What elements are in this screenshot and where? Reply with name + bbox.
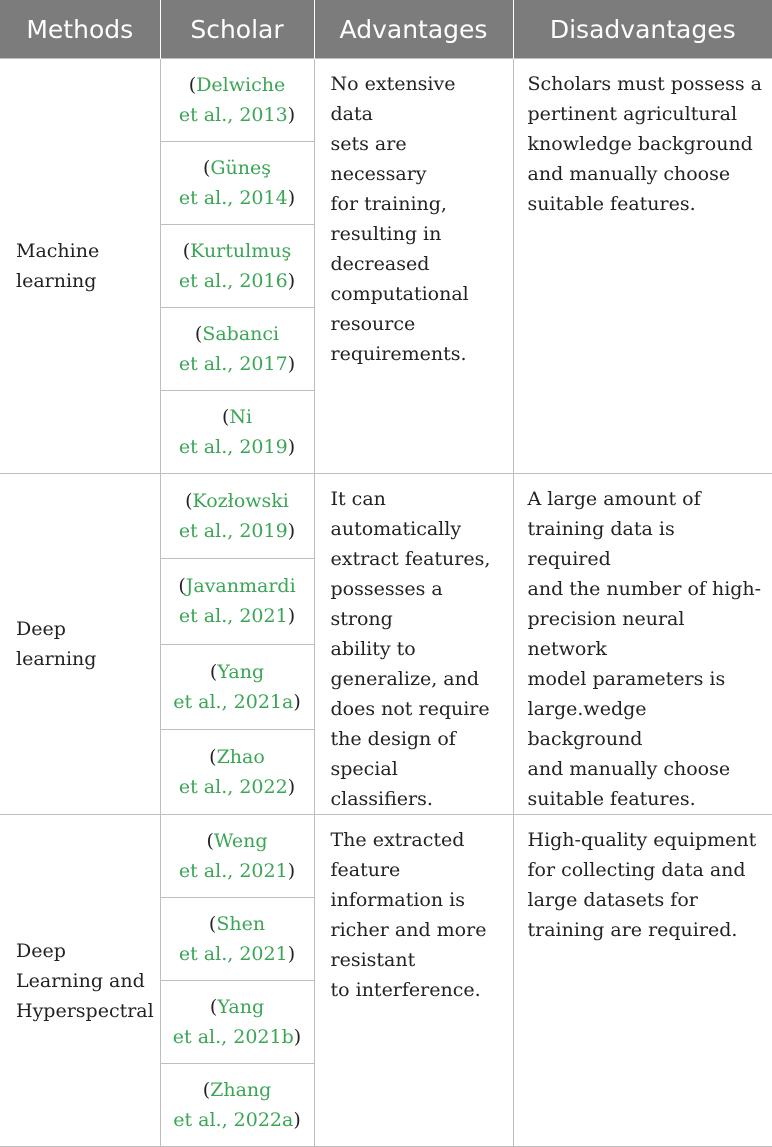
method-text-line: Deep	[16, 618, 66, 640]
advantages-text-line: feature	[330, 859, 401, 881]
advantages-text-line: automatically	[330, 518, 462, 540]
disadvantages-text-line: Scholars must possess a	[527, 73, 763, 95]
scholar-cell	[160, 142, 314, 225]
disadvantages-text-line: training are required.	[527, 919, 738, 941]
citation-line-2	[161, 432, 314, 462]
citation-year-link[interactable]: et al., 2017	[178, 353, 288, 375]
close-paren: )	[287, 943, 296, 965]
scholar-cell	[160, 644, 314, 729]
disadvantages-text-line: precision neural network	[527, 608, 685, 660]
citation-author-link[interactable]: Delwiche	[196, 74, 286, 96]
header-methods: Methods	[0, 0, 160, 59]
citation-line-1	[161, 153, 314, 183]
method-text-line: Learning and	[16, 969, 145, 992]
advantages-text-line: possesses a strong	[330, 578, 443, 630]
disadvantages-text-line: model parameters is	[527, 668, 726, 690]
scholar-cell	[160, 981, 314, 1064]
close-paren: )	[287, 104, 296, 126]
method-cell	[0, 474, 160, 815]
header-scholar: Scholar	[160, 0, 314, 59]
advantages-text-line: extract features,	[330, 548, 491, 570]
citation-line-2	[161, 1105, 314, 1135]
open-paren: (	[188, 74, 197, 96]
open-paren: (	[206, 830, 214, 852]
citation-line-1	[161, 1075, 314, 1105]
citation-year-link[interactable]: et al., 2022	[178, 775, 288, 798]
citation-year-link[interactable]: et al., 2021b	[172, 1026, 294, 1048]
scholar-cell	[160, 474, 314, 559]
scholar-cell	[160, 1064, 314, 1147]
advantages-text-line: information is	[330, 889, 465, 911]
citation-author-link[interactable]: Yang	[217, 996, 265, 1018]
table-body	[0, 59, 772, 1147]
method-text-line: Deep	[16, 939, 66, 962]
close-paren: )	[287, 353, 296, 375]
advantages-text-line: resulting in	[330, 223, 442, 245]
advantages-text-line: to interference.	[330, 979, 481, 1001]
advantages-text-line: resistant	[330, 949, 416, 971]
open-paren: (	[209, 660, 218, 683]
close-paren: )	[287, 270, 296, 292]
advantages-text-line: The extracted	[330, 829, 465, 851]
open-paren: (	[185, 490, 193, 513]
disadvantages-text-line: training data is required	[527, 518, 675, 570]
citation-author-link[interactable]: Kurtulmuş	[190, 240, 292, 262]
advantages-text-line: resource	[330, 313, 416, 335]
disadvantages-text-line: and manually choose	[527, 163, 731, 185]
open-paren: (	[202, 1079, 211, 1101]
disadvantages-text-line: and the number of high-	[527, 578, 762, 600]
header-disadvantages: Disadvantages	[513, 0, 772, 59]
citation-line-2	[161, 349, 314, 379]
advantages-text-line: No extensive data	[330, 73, 456, 125]
disadvantages-text-line: large.wedge background	[527, 698, 647, 750]
scholar-cell	[160, 391, 314, 474]
citation-author-link[interactable]: Sabanci	[202, 323, 280, 345]
method-text-line: Hyperspectral	[16, 999, 154, 1022]
advantages-text-line: generalize, and	[330, 668, 480, 690]
citation-line-2	[161, 1022, 314, 1052]
scholar-cell	[160, 59, 314, 142]
citation-author-link[interactable]: Shen	[216, 913, 266, 935]
disadvantages-text-line: High-quality equipment	[527, 829, 757, 851]
citation-author-link[interactable]: Weng	[213, 830, 268, 852]
citation-author-link[interactable]: Ni	[229, 406, 253, 428]
disadvantages-cell	[513, 815, 772, 1147]
citation-author-link[interactable]: Zhao	[216, 745, 265, 768]
citation-line-1	[161, 571, 314, 601]
disadvantages-text-line: and manually choose	[527, 758, 731, 780]
open-paren: (	[221, 406, 230, 428]
table-row	[0, 815, 772, 898]
citation-line-2	[161, 266, 314, 296]
advantages-text-line: decreased	[330, 253, 430, 275]
disadvantages-cell	[513, 474, 772, 815]
scholar-cell	[160, 898, 314, 981]
scholar-cell	[160, 815, 314, 898]
citation-line-1	[161, 319, 314, 349]
citation-line-2	[161, 183, 314, 213]
citation-year-link[interactable]: et al., 2014	[178, 187, 288, 209]
citation-line-1	[161, 992, 314, 1022]
advantages-cell	[314, 59, 513, 474]
citation-line-1	[161, 236, 314, 266]
close-paren: )	[293, 690, 301, 713]
close-paren: )	[293, 1109, 301, 1131]
close-paren: )	[287, 775, 296, 798]
citation-line-2	[161, 772, 314, 802]
citation-year-link[interactable]: et al., 2021a	[173, 690, 294, 713]
citation-year-link[interactable]: et al., 2021	[178, 605, 288, 628]
advantages-text-line: for training,	[330, 193, 447, 215]
disadvantages-text-line: A large amount of	[527, 488, 701, 510]
close-paren: )	[293, 1026, 302, 1048]
advantages-cell	[314, 815, 513, 1147]
citation-author-link[interactable]: Javanmardi	[185, 575, 296, 598]
advantages-text-line: the design of	[330, 728, 456, 750]
disadvantages-cell	[513, 59, 772, 474]
citation-author-link[interactable]: Kozłowski	[192, 490, 289, 513]
method-text-line: learning	[16, 270, 97, 292]
citation-year-link[interactable]: et al., 2013	[178, 104, 288, 126]
open-paren: (	[209, 745, 217, 768]
advantages-text-line: sets are necessary	[330, 133, 427, 185]
open-paren: (	[178, 575, 186, 598]
citation-line-1	[161, 909, 314, 939]
open-paren: (	[209, 996, 218, 1018]
citation-line-2	[161, 687, 314, 717]
close-paren: )	[287, 860, 296, 882]
citation-year-link[interactable]: et al., 2019	[178, 520, 288, 543]
close-paren: )	[287, 520, 296, 543]
method-cell	[0, 815, 160, 1147]
citation-year-link[interactable]: et al., 2016	[178, 270, 288, 292]
citation-line-1	[161, 402, 314, 432]
close-paren: )	[287, 187, 296, 209]
open-paren: (	[202, 157, 211, 179]
citation-year-link[interactable]: et al., 2019	[178, 436, 288, 458]
method-text-line: learning	[16, 648, 97, 670]
method-cell	[0, 59, 160, 474]
citation-line-2	[161, 100, 314, 130]
citation-line-2	[161, 939, 314, 969]
advantages-text-line: ability to	[330, 638, 416, 660]
open-paren: (	[194, 323, 203, 345]
citation-year-link[interactable]: et al., 2021	[178, 943, 288, 965]
method-text-line: Machine	[16, 240, 100, 262]
scholar-cell	[160, 559, 314, 644]
open-paren: (	[208, 913, 217, 935]
advantages-text-line: requirements.	[330, 343, 467, 365]
citation-line-1	[161, 826, 314, 856]
open-paren: (	[182, 240, 191, 262]
advantages-text-line: special classifiers.	[330, 758, 433, 810]
citation-line-2	[161, 601, 314, 631]
disadvantages-text-line: pertinent agricultural	[527, 103, 738, 125]
scholar-cell	[160, 225, 314, 308]
header-row	[0, 0, 772, 59]
advantages-text-line: does not require	[330, 698, 490, 720]
scholar-cell	[160, 729, 314, 814]
citation-line-2	[161, 516, 314, 546]
disadvantages-text-line: large datasets for	[527, 889, 698, 911]
header-advantages: Advantages	[314, 0, 513, 59]
citation-year-link[interactable]: et al., 2021	[178, 860, 288, 882]
citation-author-link[interactable]: Güneş	[210, 157, 272, 179]
advantages-text-line: computational	[330, 283, 469, 305]
citation-line-1	[161, 657, 314, 687]
citation-line-2	[161, 856, 314, 886]
table-row	[0, 474, 772, 559]
close-paren: )	[287, 605, 296, 628]
citation-line-1	[161, 486, 314, 516]
citation-author-link[interactable]: Yang	[217, 660, 265, 683]
table-row	[0, 59, 772, 142]
citation-author-link[interactable]: Zhang	[210, 1079, 272, 1101]
disadvantages-text-line: suitable features.	[527, 788, 696, 810]
advantages-text-line: It can	[330, 488, 386, 510]
citation-year-link[interactable]: et al., 2022a	[173, 1109, 294, 1131]
citation-line-1	[161, 70, 314, 100]
disadvantages-text-line: knowledge background	[527, 133, 753, 155]
advantages-cell	[314, 474, 513, 815]
scholar-cell	[160, 308, 314, 391]
disadvantages-text-line: for collecting data and	[527, 859, 746, 881]
citation-line-1	[161, 742, 314, 772]
disadvantages-text-line: suitable features.	[527, 193, 696, 215]
advantages-text-line: richer and more	[330, 919, 487, 941]
close-paren: )	[287, 436, 296, 458]
